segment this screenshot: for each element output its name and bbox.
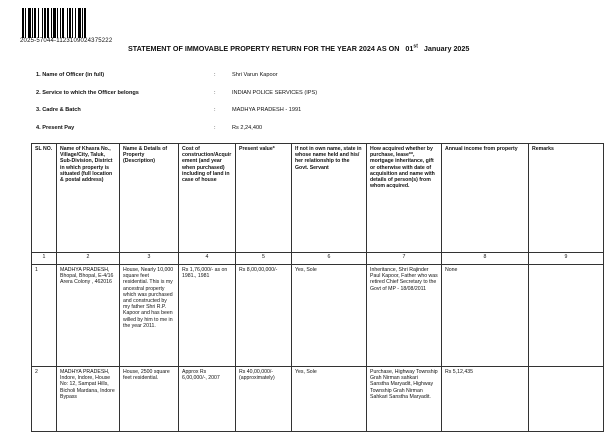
cell-present-value: Rs 40,00,000/- (approximately) (236, 367, 292, 432)
cadre-batch-value: MADHYA PRADESH - 1991 (232, 107, 302, 113)
column-number: 2 (57, 253, 120, 265)
cell-annual-income: None (442, 265, 529, 367)
present-pay-value: Rs 2,24,400 (232, 125, 263, 131)
header-property-details: Name & Details of Property (Description) (120, 144, 179, 253)
column-number: 6 (292, 253, 367, 265)
column-number: 1 (32, 253, 57, 265)
cell-ownership: Yes, Sole (292, 367, 367, 432)
cell-remarks (529, 367, 604, 432)
present-pay-label: 4. Present Pay (36, 125, 75, 131)
table-row (32, 265, 604, 367)
cell-acquisition: Inheritance, Shri Rajinder Paul Kapoor, Father who was retired Chief Secretary to the Govt of MP - 18/08/2011 (367, 265, 442, 367)
header-acquisition: How acquired whether by purchase, lease**, mortgage inheritance, gift or otherwise with date of acquisition and name with details of person(s) from whom acquired. (367, 144, 442, 253)
title-main: STATEMENT OF IMMOVABLE PROPERTY RETURN FOR THE YEAR 2024 AS ON (128, 44, 400, 53)
property-table (31, 143, 604, 432)
officer-name-value: Shri Varun Kapoor (232, 72, 278, 78)
present-pay-colon: : (214, 125, 216, 131)
cell-property-details: House, Nearly 10,000 square feet residential. This is my ancestral property which was purchased and constructed by my father Shri R.P. Kapoor and has been willed by him to me in the year 2011. (120, 265, 179, 367)
column-number: 7 (367, 253, 442, 265)
document-title (128, 44, 469, 53)
table-header-row (32, 144, 604, 253)
service-colon: : (214, 90, 216, 96)
cell-location: MADHYA PRADESH, Bhopal, Bhopal, E-4/16 Arera Colony , 462016 (57, 265, 120, 367)
cell-annual-income: Rs 5,12,435 (442, 367, 529, 432)
barcode-number: 2025-57044-1123109024375222 (20, 38, 113, 44)
table-row (32, 367, 604, 432)
header-remarks: Remarks (529, 144, 604, 253)
cell-sl-no: 1 (32, 265, 57, 367)
officer-name-label: 1. Name of Officer (in full) (36, 72, 105, 78)
cadre-batch-label: 3. Cadre & Batch (36, 107, 81, 113)
title-day-suffix: st (413, 43, 418, 50)
cadre-batch-colon: : (214, 107, 216, 113)
header-location: Name of Khasra No., Village/City, Taluk, Sub-Division, District in which property is situated (full location & postal address) (57, 144, 120, 253)
cell-remarks (529, 265, 604, 367)
header-cost: Cost of construction/Acquirement (and year when purchased) including of land in case of house (179, 144, 236, 253)
service-label: 2. Service to which the Officer belongs (36, 90, 139, 96)
cell-ownership: Yes, Sole (292, 265, 367, 367)
column-number-row (32, 253, 604, 265)
header-sl-no: SL NO. (32, 144, 57, 253)
cell-acquisition: Purchase, Highway Township Grah Nirman sahkari Sanstha Maryadit, Highway Township Grah Nirman Sahkari Sanstha Maryadit. (367, 367, 442, 432)
header-present-value: Present value* (236, 144, 292, 253)
header-annual-income: Annual income from property (442, 144, 529, 253)
cell-property-details: House, 2500 square feet residential. (120, 367, 179, 432)
column-number: 3 (120, 253, 179, 265)
column-number: 8 (442, 253, 529, 265)
column-number: 5 (236, 253, 292, 265)
cell-cost: Approx Rs 6,00,000/-, 2007 (179, 367, 236, 432)
title-month-year: January 2025 (423, 44, 470, 53)
cell-sl-no: 2 (32, 367, 57, 432)
officer-name-colon: : (214, 72, 216, 78)
column-number: 4 (179, 253, 236, 265)
barcode-image (22, 8, 126, 38)
cell-present-value: Rs 8,00,00,000/- (236, 265, 292, 367)
title-day: 01 (405, 44, 414, 53)
cell-location: MADHYA PRADESH, Indore, Indore, House No: 12, Sampat Hills, Bicholi Mardana, Indore Bypass (57, 367, 120, 432)
service-value: INDIAN POLICE SERVICES (IPS) (232, 90, 318, 96)
column-number: 9 (529, 253, 604, 265)
cell-cost: Rs 1,76,000/- as on 1981., 1981 (179, 265, 236, 367)
header-ownership: If not in own name, state in whose name held and his/ her relationship to the Govt. Servant (292, 144, 367, 253)
